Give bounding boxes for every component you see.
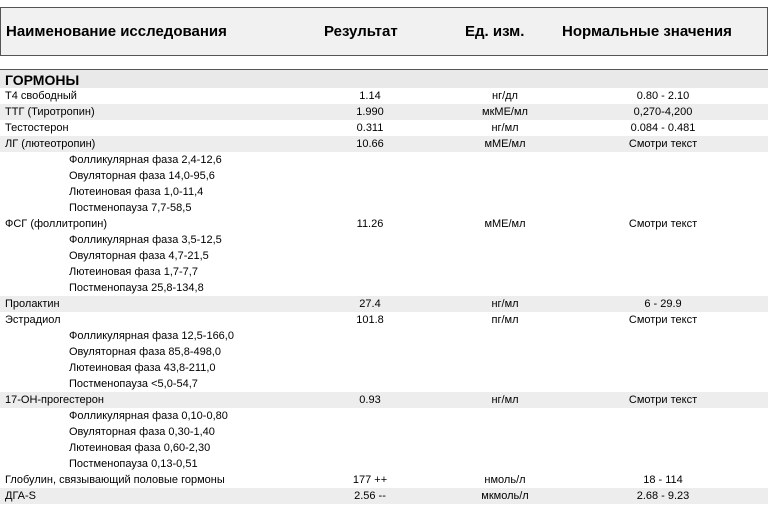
table-header <box>0 7 768 56</box>
header-normal: Нормальные значения <box>562 23 732 40</box>
table-row <box>0 104 768 120</box>
reference-range-text: Овуляторная фаза 14,0-95,6 <box>69 170 215 182</box>
test-result: 1.14 <box>359 90 381 102</box>
test-name: Тестостерон <box>5 122 69 134</box>
test-normal-range: 2.68 - 9.23 <box>636 490 690 502</box>
test-result: 27.4 <box>359 298 381 310</box>
reference-subrow <box>0 344 768 360</box>
test-unit: нмоль/л <box>484 474 526 486</box>
header-unit: Ед. изм. <box>465 23 525 40</box>
table-row <box>0 88 768 104</box>
reference-range-text: Фолликулярная фаза 12,5-166,0 <box>69 330 234 342</box>
test-name: Эстрадиол <box>5 314 61 326</box>
reference-range-text: Постменопауза <5,0-54,7 <box>69 378 198 390</box>
test-normal-range: Смотри текст <box>628 218 698 230</box>
reference-subrow <box>0 200 768 216</box>
test-name: Пролактин <box>5 298 60 310</box>
header-result: Результат <box>324 23 398 40</box>
reference-subrow <box>0 168 768 184</box>
test-result: 0.311 <box>356 122 384 134</box>
reference-range-text: Овуляторная фаза 85,8-498,0 <box>69 346 222 358</box>
test-normal-range: Смотри текст <box>628 314 698 326</box>
reference-range-text: Постменопауза 7,7-58,5 <box>69 202 192 214</box>
test-normal-range: 0.80 - 2.10 <box>636 90 690 102</box>
test-name: ФСГ (фоллитропин) <box>5 218 108 230</box>
test-unit: мкмоль/л <box>481 490 529 502</box>
table-row <box>0 472 768 488</box>
reference-subrow <box>0 360 768 376</box>
table-row <box>0 120 768 136</box>
reference-range-text: Овуляторная фаза 0,30-1,40 <box>69 426 215 438</box>
reference-range-text: Постменопауза 0,13-0,51 <box>69 458 198 470</box>
reference-range-text: Фолликулярная фаза 0,10-0,80 <box>69 410 228 422</box>
test-unit: мМЕ/мл <box>484 138 526 150</box>
reference-range-text: Лютеиновая фаза 1,0-11,4 <box>69 186 204 198</box>
section-hormones <box>0 69 768 88</box>
test-normal-range: Смотри текст <box>628 394 698 406</box>
test-name: ДГА-S <box>5 490 37 502</box>
table-row <box>0 312 768 328</box>
table-row <box>0 216 768 232</box>
test-unit: нг/дл <box>492 90 518 102</box>
test-name: ТТГ (Тиротропин) <box>5 106 95 118</box>
table-row <box>0 392 768 408</box>
reference-subrow <box>0 264 768 280</box>
test-result: 10.66 <box>356 138 384 150</box>
test-name: Т4 свободный <box>5 90 77 102</box>
test-unit: нг/мл <box>491 298 519 310</box>
test-normal-range: 0.084 - 0.481 <box>630 122 696 134</box>
reference-subrow <box>0 280 768 296</box>
table-row <box>0 136 768 152</box>
reference-range-text: Фолликулярная фаза 3,5-12,5 <box>69 234 222 246</box>
reference-subrow <box>0 440 768 456</box>
reference-subrow <box>0 376 768 392</box>
header-test-name: Наименование исследования <box>6 23 227 40</box>
test-result: 1.990 <box>356 106 384 118</box>
test-name: Глобулин, связывающий половые гормоны <box>5 474 225 486</box>
test-unit: мМЕ/мл <box>484 218 526 230</box>
test-normal-range: 0,270-4,200 <box>633 106 693 118</box>
test-name: 17-ОН-прогестерон <box>5 394 104 406</box>
test-unit: пг/мл <box>491 314 519 326</box>
reference-range-text: Постменопауза 25,8-134,8 <box>69 282 204 294</box>
reference-range-text: Фолликулярная фаза 2,4-12,6 <box>69 154 222 166</box>
reference-subrow <box>0 328 768 344</box>
test-result: 101.8 <box>356 314 384 326</box>
reference-range-text: Лютеиновая фаза 1,7-7,7 <box>69 266 198 278</box>
test-result: 0.93 <box>359 394 381 406</box>
test-normal-range: Смотри текст <box>628 138 698 150</box>
test-result: 177 ++ <box>352 474 388 486</box>
reference-subrow <box>0 456 768 472</box>
reference-subrow <box>0 424 768 440</box>
test-result: 11.26 <box>356 218 384 230</box>
section-title: ГОРМОНЫ <box>5 72 80 88</box>
test-normal-range: 18 - 114 <box>643 474 683 486</box>
reference-range-text: Овуляторная фаза 4,7-21,5 <box>69 250 209 262</box>
test-name: ЛГ (лютеотропин) <box>5 138 96 150</box>
test-unit: нг/мл <box>491 394 519 406</box>
table-row <box>0 296 768 312</box>
test-result: 2.56 -- <box>354 490 386 502</box>
reference-subrow <box>0 152 768 168</box>
reference-subrow <box>0 232 768 248</box>
test-unit: нг/мл <box>491 122 519 134</box>
test-normal-range: 6 - 29.9 <box>644 298 682 310</box>
reference-subrow <box>0 248 768 264</box>
reference-subrow <box>0 184 768 200</box>
table-row <box>0 488 768 504</box>
test-unit: мкМЕ/мл <box>482 106 528 118</box>
reference-range-text: Лютеиновая фаза 0,60-2,30 <box>69 442 211 454</box>
reference-range-text: Лютеиновая фаза 43,8-211,0 <box>69 362 216 374</box>
reference-subrow <box>0 408 768 424</box>
